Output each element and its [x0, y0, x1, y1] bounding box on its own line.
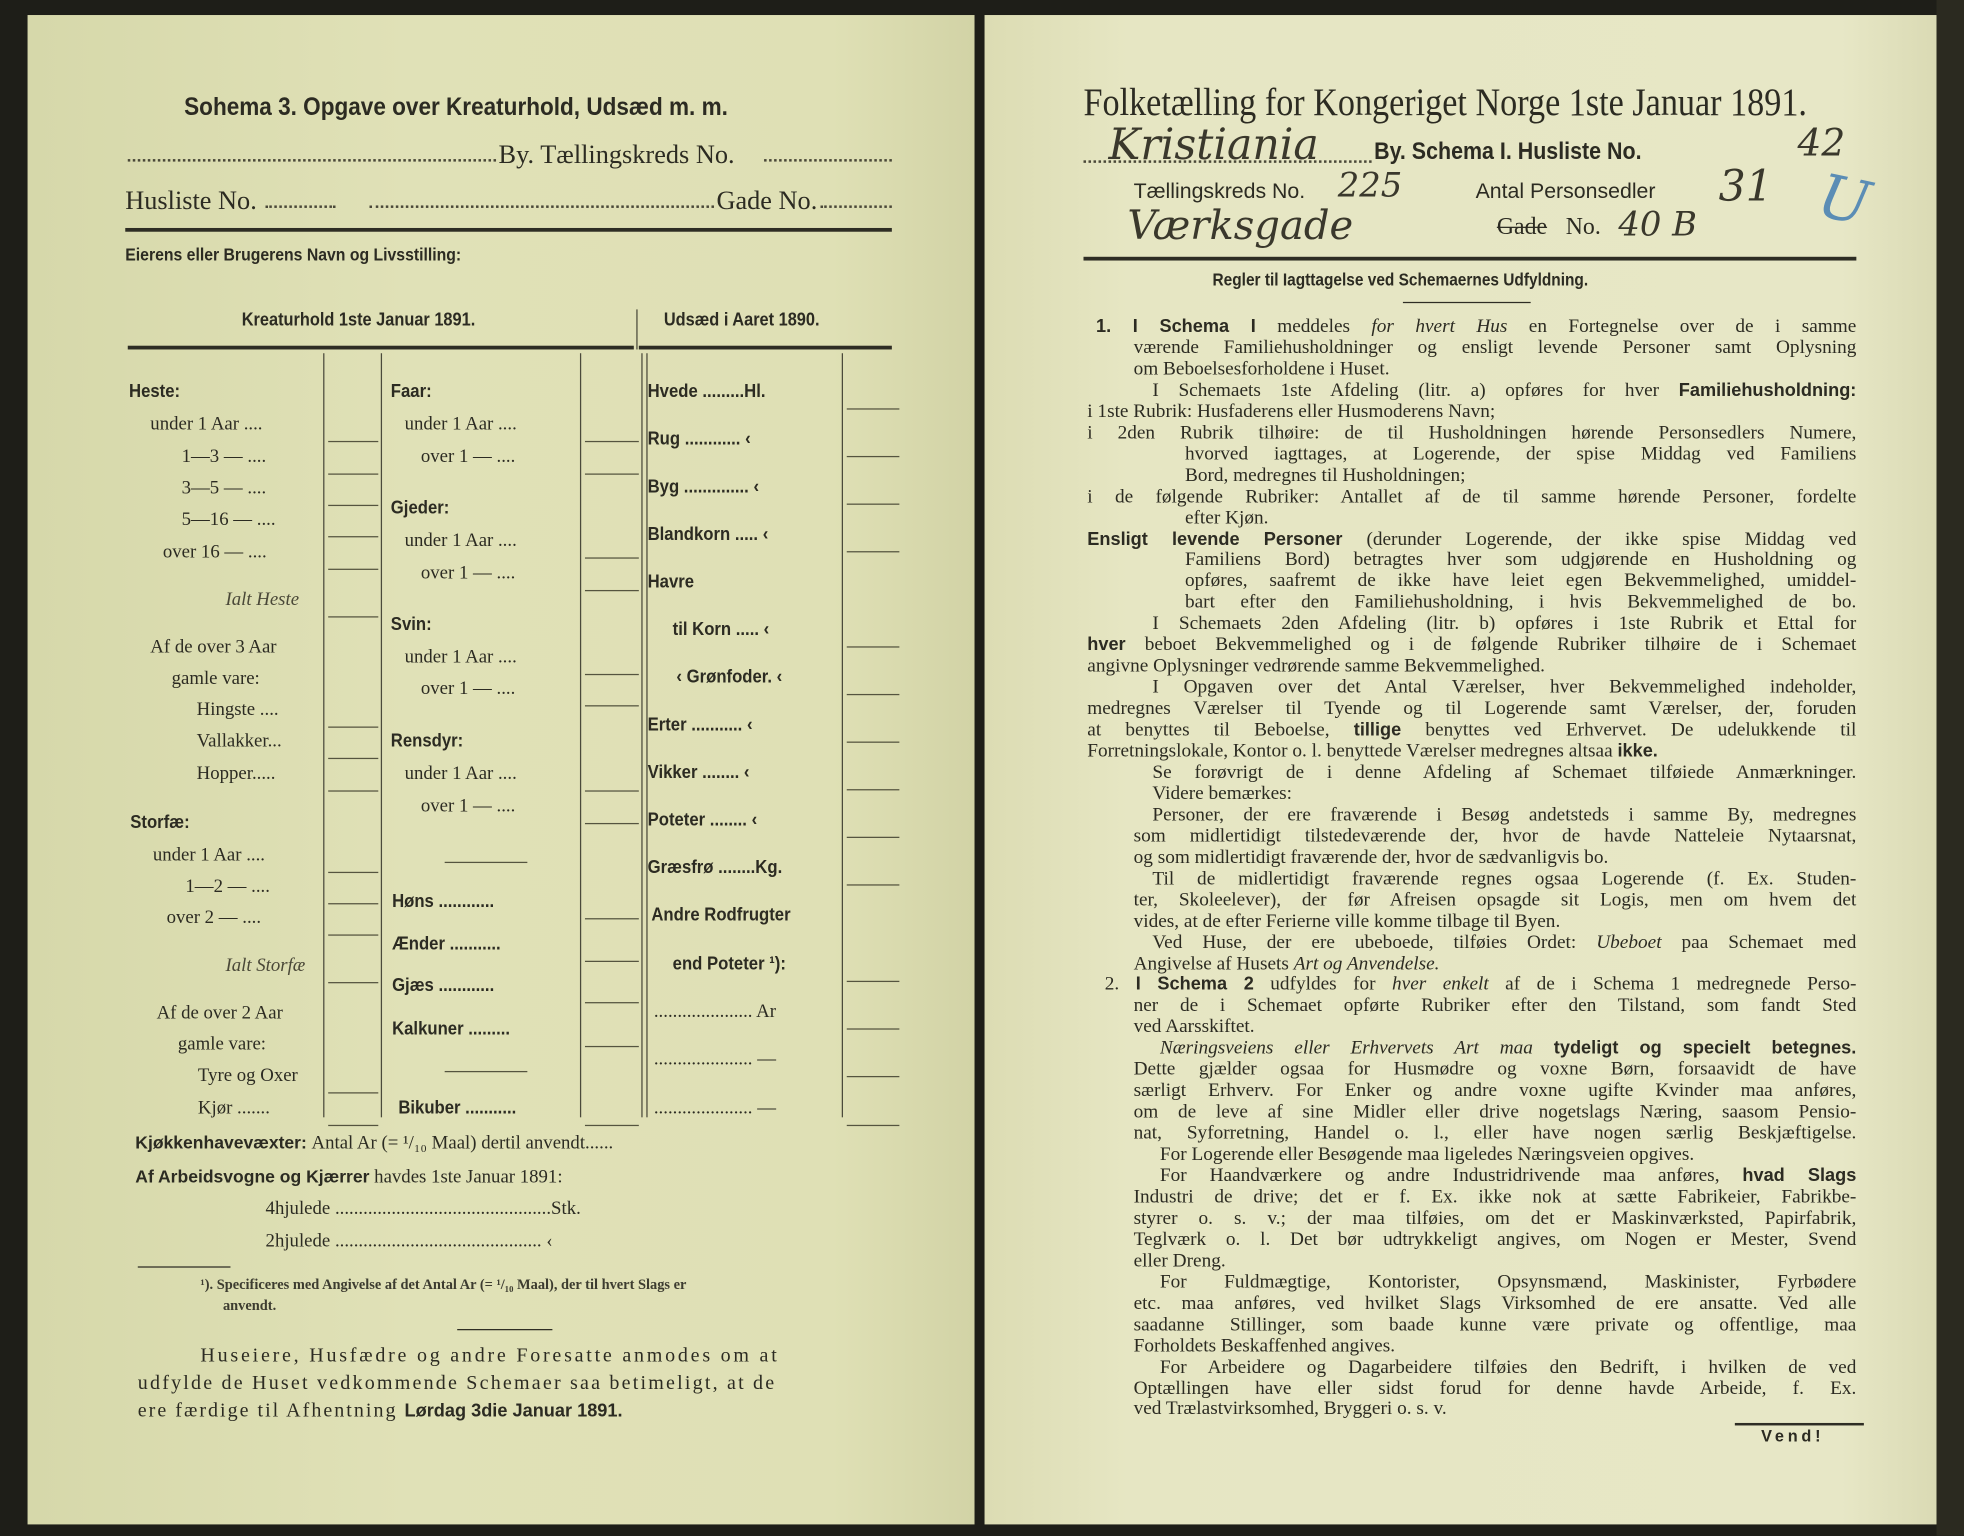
table-row-label: over 2 — ....	[166, 908, 262, 929]
bold-run: 1. I Schema I	[1096, 316, 1256, 337]
rules-line	[1185, 592, 1856, 613]
table-row-label: Vikker ........ ‹	[647, 762, 750, 783]
text-run: Forholdets Beskaffenhed angives.	[1133, 1334, 1396, 1357]
entry-line	[585, 918, 639, 919]
rules-line	[1134, 889, 1857, 910]
street-field	[370, 205, 714, 208]
rules-line	[1134, 910, 1857, 931]
text-run: ner de i Schemaet opførte Rubriker efter den Tilstand, som fandt Sted	[1133, 995, 1857, 1017]
rules-line	[1134, 953, 1857, 974]
text-run: nat, Syforretning, Handel o. l., eller have nogen særlig Beskjæftigelse.	[1133, 1122, 1857, 1144]
table-row-label: over 1 — ....	[420, 796, 516, 817]
table-row-label: Andre Rodfrugter	[651, 905, 791, 926]
rules-line	[1134, 1186, 1857, 1207]
text-run: Teglværk o. l. Det bør udtrykkeligt angives, om Nogen er Mester, Svend	[1133, 1228, 1857, 1250]
handwritten-gade-no: 40 B	[1618, 205, 1697, 245]
entry-line	[847, 646, 900, 647]
entry-line	[847, 504, 900, 505]
rules-line	[1160, 1144, 1856, 1165]
kitchen-garden-text: Antal Ar (= ¹/₁₀ Maal) dertil anvendt......	[311, 1133, 614, 1154]
table-row-label: under 1 Aar ....	[150, 414, 263, 435]
scan-edge	[1937, 0, 1964, 1536]
kitchen-garden-line	[135, 1134, 613, 1155]
table-row-label: under 1 Aar ....	[404, 647, 517, 668]
blue-check-mark: U	[1812, 160, 1877, 240]
text-run: beboet Bekvemmelighed og i de følgende Rubriker tilhøire de i Schemaet	[1125, 634, 1857, 656]
table-row-label: Tyre og Oxer	[197, 1065, 298, 1087]
table-row-label: ..................... Ar	[653, 1002, 776, 1023]
table-row-label: Gjeder:	[390, 498, 450, 519]
footnote-rule	[138, 1266, 231, 1267]
entry-line	[847, 1028, 900, 1029]
text-run: at benyttes til Beboelse,	[1087, 719, 1354, 741]
rules-line	[1185, 549, 1856, 570]
table-row-label: Ialt Heste	[225, 589, 300, 611]
rules-line	[1185, 507, 1856, 528]
entry-line	[847, 981, 900, 982]
text-run: eller Dreng.	[1133, 1249, 1226, 1272]
text-run: og som midlertidigt fraværende der, hvor de sædvanligvis bo.	[1133, 846, 1609, 868]
personsedler-label: Antal Personsedler	[1475, 179, 1656, 203]
table-row-label: under 1 Aar ....	[404, 531, 517, 552]
wagons-label: Af Arbeidsvogne og Kjærrer	[135, 1166, 370, 1187]
text-run: ved Trælastvirksomhed, Bryggeri o. s. v.	[1133, 1398, 1447, 1420]
text-run: For Arbeidere og Dagarbeidere tilføies den Bedrift, i hvilken de ved	[1159, 1355, 1857, 1378]
table-row-label: Høns ............	[392, 891, 495, 912]
text-run: om Beboelsesforholdene i Huset.	[1133, 358, 1390, 380]
table-row-label: Poteter ........ ‹	[647, 810, 758, 831]
table-row-label: over 1 — ....	[420, 447, 516, 468]
text-run: hvorved iagttages, at Logerende, der spise Middag ved Familiens	[1184, 443, 1857, 465]
rules-title-rule	[1403, 302, 1531, 303]
rules-line	[1152, 613, 1856, 634]
table-row-label: gamle vare:	[177, 1034, 267, 1055]
text-run: bart efter den Familiehusholdning, i hvis Bekvemmelighed de bo.	[1184, 591, 1857, 613]
table-row-label: over 1 — ....	[420, 678, 516, 699]
table-column-line	[580, 353, 582, 1117]
table-column-line	[842, 353, 844, 1117]
entry-line	[328, 616, 378, 617]
bold-run: hvad Slags	[1742, 1166, 1857, 1187]
italic-run: Næringsveiens eller Erhvervets Art maa	[1159, 1037, 1533, 1059]
bold-run: hver	[1087, 635, 1126, 656]
text-run: ter, Skoleelever), der før Afreisen opsagde sit Logis, men om hvem det	[1133, 888, 1857, 911]
table-column-line	[641, 353, 643, 1117]
text-run: I Opgaven over det Antal Værelser, hver Bekvemmelighed indeholder,	[1152, 676, 1857, 698]
header-rule	[1083, 257, 1856, 260]
rules-line	[1185, 570, 1856, 591]
table-rule-left	[128, 346, 634, 349]
gade-label: Gade No.	[716, 185, 818, 216]
entry-line	[585, 441, 639, 442]
left-title: Sohema 3. Opgave over Kreaturhold, Udsæd m. m.	[184, 93, 728, 122]
rules-line	[1160, 1165, 1856, 1186]
text-run: Forretningslokale, Kontor o. l. benyttede Værelser medregnes altsaa	[1087, 740, 1618, 762]
rules-line	[1096, 316, 1856, 337]
rules-line	[1134, 1080, 1857, 1101]
text-run: Personer, der ere fraværende i Besøg andetsteds i samme By, medregnes	[1152, 803, 1857, 826]
entry-line	[847, 1076, 900, 1077]
entry-line	[328, 790, 378, 791]
kreds-label: Tællingskreds No.	[1133, 179, 1306, 203]
footnote-line-1: ¹). Specificeres med Angivelse af det Antal Ar (= ¹/₁₀ Maal), der til hvert Slags er	[200, 1277, 687, 1293]
text-run: Optællingen have eller sidst forud for denne havde Arbeide, f. Ex.	[1133, 1377, 1857, 1399]
entry-line	[585, 473, 639, 474]
entry-line	[847, 742, 900, 743]
text-run: værende Familiehusholdninger og ensligt levende Personer samt Oplysning	[1133, 336, 1857, 359]
entry-line	[328, 441, 378, 442]
text-run: 2.	[1104, 973, 1136, 996]
text-run: saadanne Stillinger, som baade kunne være private og offentlige, maa	[1133, 1313, 1857, 1335]
wagons-text: havdes 1ste Januar 1891:	[374, 1167, 563, 1188]
text-run: Til de midlertidigt fraværende regnes ogsaa Logerende (f. Ex. Studen-	[1152, 867, 1857, 889]
entry-line	[847, 551, 900, 552]
bold-run: tydeligt og specielt betegnes.	[1553, 1038, 1857, 1059]
four-wheel-line: 4hjulede ..............................................Stk.	[265, 1198, 581, 1219]
handwritten-city: Kristiania	[1108, 120, 1319, 171]
text-run: udfyldes for	[1253, 973, 1393, 996]
text-run: styrer o. s. v.; der maa tilføies, om det er Maskinværksted, Papirfabrik,	[1133, 1207, 1857, 1229]
rules-line	[1160, 1038, 1856, 1059]
rules-line	[1152, 804, 1856, 825]
text-run: Se forøvrigt de i denne Afdeling af Schemaet tilføiede Anmærkninger.	[1152, 761, 1857, 783]
bold-run: I Schema 2	[1135, 975, 1254, 996]
vend-rule	[1735, 1423, 1864, 1425]
table-row-label: Rensdyr:	[390, 731, 464, 752]
table-row-label: Blandkorn ..... ‹	[647, 524, 769, 545]
italic-run: for hvert Hus	[1371, 315, 1508, 337]
entry-line	[328, 1092, 378, 1093]
rules-line	[1134, 1335, 1857, 1356]
entry-line	[847, 789, 900, 790]
section-divider	[636, 309, 638, 349]
table-row-label: Vallakker...	[196, 731, 282, 752]
text-run: I Schemaets 2den Afdeling (litr. b) opføres i 1ste Rubrik et Ettal for	[1152, 612, 1857, 635]
text-run: benyttes ved Erhvervet. De udelukkende til	[1401, 719, 1857, 741]
table-row-label: Hopper.....	[196, 764, 276, 785]
text-run	[1533, 1038, 1554, 1059]
rules-line	[1185, 464, 1856, 485]
rules-line	[1152, 677, 1856, 698]
by-kreds-label: By. Tællingskreds No.	[498, 139, 735, 170]
rules-line	[1134, 358, 1857, 379]
rules-line	[1134, 1059, 1857, 1080]
table-column-line	[323, 353, 325, 1117]
text-run: Ved Huse, der ere ubeboede, tilføies Ordet:	[1152, 931, 1597, 953]
table-row-label: 1—2 — ....	[185, 876, 270, 897]
rules-line	[1134, 1122, 1857, 1143]
handwritten-husliste-no: 42	[1797, 121, 1846, 166]
handwritten-personsedler: 31	[1718, 161, 1773, 212]
entry-line	[328, 903, 378, 904]
rules-line	[1087, 655, 1856, 676]
italic-run: hver enkelt	[1392, 973, 1489, 996]
handwritten-street: Værksgade	[1127, 201, 1354, 250]
entry-line	[328, 872, 378, 873]
entry-line	[585, 1002, 639, 1003]
rules-line	[1087, 740, 1856, 763]
closing-line-2: udfylde de Huset vedkommende Schemaer saa betimeligt, at de	[137, 1372, 777, 1395]
entry-line	[328, 982, 378, 983]
entry-line	[585, 1046, 639, 1047]
table-row-label: 3—5 — ....	[181, 478, 267, 499]
rules-line	[1134, 1292, 1857, 1313]
entry-line	[328, 727, 378, 728]
text-run: ved Aarsskiftet.	[1133, 1016, 1255, 1038]
rules-line	[1134, 1016, 1857, 1037]
rules-line	[1152, 783, 1856, 804]
rules-line	[1160, 1271, 1856, 1292]
text-run: meddeles	[1255, 315, 1372, 337]
italic-run: Ubeboet	[1596, 931, 1662, 953]
two-wheel-line: 2hjulede ............................................ ‹	[265, 1231, 553, 1252]
table-row-label: Svin:	[390, 615, 432, 636]
rules-line	[1152, 762, 1856, 783]
closing-rule	[457, 1329, 552, 1330]
entry-line	[585, 1125, 639, 1126]
closing-text: ere færdige til Afhentning	[137, 1400, 405, 1422]
table-row-label: Rug ............ ‹	[647, 429, 751, 450]
table-row-label: end Poteter ¹):	[672, 954, 786, 975]
table-row-label: Af de over 2 Aar	[156, 1003, 283, 1024]
bold-run: Ensligt levende Personer	[1087, 529, 1343, 550]
rules-line	[1134, 995, 1857, 1016]
rules-line	[1087, 719, 1856, 740]
bold-run: Familiehusholdning:	[1678, 380, 1857, 401]
rules-line	[1087, 528, 1856, 549]
table-row-label: Græsfrø ........Kg.	[647, 858, 783, 879]
table-row-label: over 1 — ....	[420, 563, 516, 584]
rules-line	[1134, 1101, 1857, 1122]
gade-field	[820, 205, 891, 208]
bold-run: tillige	[1353, 720, 1402, 741]
entry-line	[328, 505, 378, 506]
text-run: Industri de drive; det er f. Ex. ikke nok at sætte Fabrikeier, Fabrikbe-	[1133, 1186, 1857, 1208]
rules-line	[1134, 846, 1857, 867]
table-row-label: Af de over 3 Aar	[150, 637, 277, 658]
entry-line	[328, 758, 378, 759]
rules-line	[1134, 1398, 1857, 1419]
rules-line	[1160, 1356, 1856, 1377]
rules-line	[1134, 825, 1857, 846]
entry-line	[847, 1125, 900, 1126]
table-row-label: Hingste ....	[196, 700, 279, 721]
entry-line	[585, 823, 639, 824]
gade-label: Gade	[1496, 214, 1548, 241]
entry-line	[328, 473, 378, 474]
text-run: medregnes Værelser til Tyende og til Logerende samt Værelser, der, foruden	[1087, 697, 1857, 720]
table-row-label: ..................... —	[653, 1098, 776, 1119]
entry-line	[847, 408, 900, 409]
text-run: som midlertidigt tilstedeværende der, hvor de havde Natteleie Nytaarsnat,	[1133, 825, 1857, 847]
table-row-label: 5—16 — ....	[181, 509, 276, 530]
text-run: Angivelse af Husets	[1133, 952, 1294, 974]
rules-line	[1134, 337, 1857, 358]
table-row-label: ‹ Grønfoder. ‹	[676, 667, 783, 688]
footnote-line-2: anvendt.	[222, 1298, 277, 1314]
rules-line	[1087, 401, 1856, 422]
table-row-label: Ænder ...........	[392, 934, 501, 955]
rules-line	[1087, 422, 1856, 443]
table-row-label: Ialt Storfæ	[225, 955, 306, 976]
rules-line	[1134, 1207, 1857, 1228]
text-run: For Fuldmægtige, Kontorister, Opsynsmænd, Maskinister, Fyrbødere	[1159, 1271, 1857, 1293]
table-row-label: ..................... —	[653, 1049, 776, 1070]
italic-run: Art og Anvendelse.	[1293, 952, 1440, 974]
entry-line	[847, 694, 900, 695]
text-run: af de i Schema 1 medregnede Perso-	[1488, 973, 1857, 996]
rules-line	[1134, 1314, 1857, 1335]
closing-line-3	[138, 1400, 623, 1422]
entry-line	[328, 569, 378, 570]
text-run: For Haandværkere og andre Industridrivende maa anføres,	[1159, 1164, 1743, 1187]
table-row-label: Storfæ:	[130, 812, 190, 833]
text-run: i 2den Rubrik tilhøire: de til Husholdningen hørende Personsedlers Numere,	[1087, 421, 1857, 444]
kitchen-garden-label: Kjøkkenhavevæxter:	[135, 1132, 307, 1153]
bold-run: ikke.	[1617, 741, 1658, 762]
text-run: efter Kjøn.	[1184, 506, 1269, 529]
text-run: i 1ste Rubrik: Husfaderens eller Husmoderens Navn;	[1087, 400, 1496, 422]
table-row-label: under 1 Aar ....	[152, 845, 266, 866]
table-row-label: over 16 — ....	[162, 542, 267, 563]
vend-note: Vend!	[1761, 1426, 1825, 1446]
text-run: paa Schemaet med	[1661, 931, 1857, 953]
table-row-label: Faar:	[390, 382, 432, 403]
text-run: i de følgende Rubriker: Antallet af de til samme hørende Personer, fordelte	[1087, 485, 1857, 507]
entry-line	[847, 837, 900, 838]
text-run: Familiens Bord) betragtes hver som udgjørende en Husholdning og	[1184, 549, 1857, 571]
table-row-label: Byg .............. ‹	[647, 477, 760, 498]
rules-line	[1134, 1250, 1857, 1271]
census-title: Folketælling for Kongeriget Norge 1ste Januar 1891.	[1083, 80, 1807, 125]
entry-line	[328, 934, 378, 935]
table-column-line	[381, 353, 383, 1117]
text-run: Dette gjælder ogsaa for Husmødre og voxne Børn, forsaavidt de have	[1133, 1058, 1857, 1081]
table-row-label: Bikuber ...........	[398, 1098, 517, 1119]
table-row-label: til Korn ..... ‹	[672, 620, 770, 641]
rules-line	[1105, 974, 1857, 995]
table-row-label: Kjør .......	[197, 1098, 270, 1119]
table-row-label: 1—3 — ....	[181, 447, 267, 468]
entry-line	[585, 790, 639, 791]
text-run: en Fortegnelse over de i samme	[1507, 315, 1857, 337]
entry-line	[585, 557, 639, 558]
husliste-field	[266, 205, 336, 208]
by-schema-husliste-label: By. Schema I. Husliste No.	[1374, 139, 1642, 166]
entry-line	[328, 1125, 378, 1126]
header-rule	[125, 228, 892, 232]
text-run: særligt Erhverv. For Enker og andre voxne ugifte Kvinder maa anføres,	[1133, 1079, 1857, 1102]
entry-line	[585, 674, 639, 675]
entry-line	[585, 705, 639, 706]
rules-line	[1087, 485, 1856, 506]
rules-line	[1087, 698, 1856, 719]
closing-line-1: Huseiere, Husfædre og andre Foresatte anmodes om at	[200, 1345, 780, 1367]
text-run: For Logerende eller Besøgende maa ligeledes Næringsveien opgives.	[1159, 1143, 1695, 1165]
text-run: etc. maa anføres, ved hvilket Slags Virksomhed de ere ansatte. Ved alle	[1133, 1292, 1857, 1314]
owner-label: Eierens eller Brugerens Navn og Livsstilling:	[125, 244, 462, 265]
table-row-label: under 1 Aar ....	[404, 414, 517, 435]
entry-line	[847, 456, 900, 457]
rules-title: Regler til Iagttagelse ved Schemaernes Udfyldning.	[1212, 269, 1589, 290]
rules-line	[1185, 443, 1856, 464]
entry-line	[847, 884, 900, 885]
seed-heading: Udsæd i Aaret 1890.	[663, 310, 820, 331]
text-run: angivne Oplysninger vedrørende samme Bekvemmelighed.	[1087, 655, 1546, 677]
table-row-label: Heste:	[129, 382, 181, 403]
kreds-field	[764, 159, 892, 162]
table-row-label: Hvede .........Hl.	[647, 382, 766, 403]
husliste-label: Husliste No.	[125, 185, 257, 216]
rules-line	[1134, 1229, 1857, 1250]
text-run: om de leve af sine Midler eller drive nogetslags Næring, saasom Pensio-	[1133, 1101, 1857, 1123]
livestock-heading: Kreaturhold 1ste Januar 1891.	[241, 310, 476, 331]
table-row-label: under 1 Aar ....	[404, 764, 517, 785]
rules-line	[1087, 634, 1856, 655]
rules-line	[1134, 1377, 1857, 1398]
table-row-label: gamle vare:	[171, 668, 260, 689]
rules-line	[1152, 931, 1856, 952]
text-run: I Schemaets 1ste Afdeling (litr. a) opføres for hver	[1152, 379, 1679, 401]
rules-line	[1152, 379, 1856, 400]
text-run: Bord, medregnes til Husholdningen;	[1184, 464, 1466, 486]
city-field	[128, 159, 496, 162]
table-row-label: Gjæs ............	[392, 975, 495, 996]
text-run: vides, at de efter Ferierne ville komme tilbage til Byen.	[1133, 910, 1561, 932]
entry-line	[585, 590, 639, 591]
table-row-label: Erter ........... ‹	[647, 715, 753, 736]
no-label: No.	[1565, 214, 1601, 241]
wagons-line	[135, 1167, 562, 1188]
section-divider	[445, 862, 528, 863]
table-rule-right	[639, 346, 892, 349]
text-run: (derunder Logerende, der ikke spise Middag ved	[1342, 527, 1857, 550]
table-row-label: Kalkuner .........	[392, 1019, 511, 1040]
table-row-label: Havre	[647, 572, 695, 593]
entry-line	[585, 961, 639, 962]
entry-line	[328, 536, 378, 537]
pickup-date: Lørdag 3die Januar 1891.	[404, 1401, 623, 1422]
handwritten-kreds-no: 225	[1337, 166, 1403, 206]
text-run: Videre bemærkes:	[1152, 782, 1293, 805]
text-run: opføres, saafremt de ikke have leiet egen Bekvemmelighed, umiddel-	[1184, 570, 1857, 592]
section-divider	[445, 1071, 528, 1072]
rules-line	[1152, 868, 1856, 889]
